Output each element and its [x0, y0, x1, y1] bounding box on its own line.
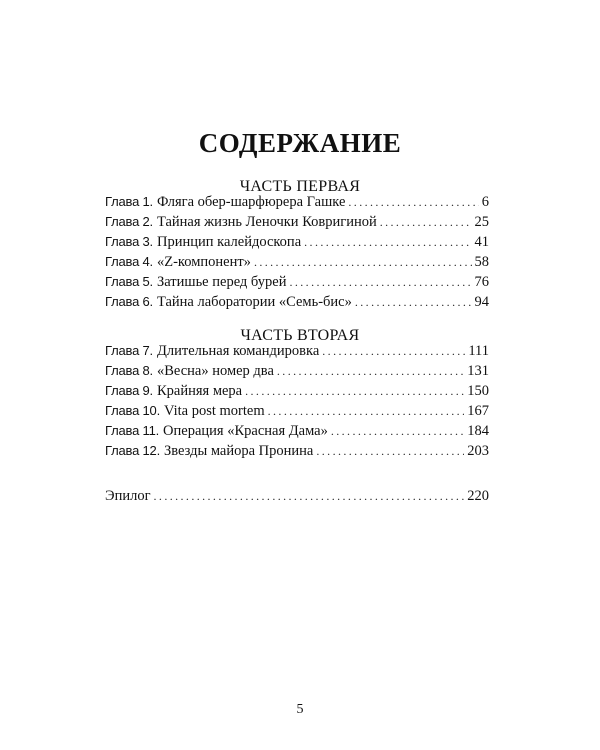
- toc-entry: [105, 214, 489, 234]
- toc-entry: [105, 383, 489, 403]
- chapter-label: Глава 4.: [105, 254, 153, 269]
- page-ref: 111: [468, 343, 489, 359]
- dot-leader: [154, 489, 465, 504]
- toc-entry: [105, 403, 489, 423]
- toc-entry: [105, 194, 489, 214]
- chapter-label: Глава 9.: [105, 383, 153, 398]
- chapter-title: Принцип калейдоскопа: [156, 234, 302, 250]
- chapter-label: Глава 7.: [105, 343, 153, 358]
- toc-list-part-2: [105, 343, 489, 463]
- chapter-title: Операция «Красная Дама»: [163, 423, 328, 439]
- chapter-title: Тайная жизнь Леночки Ковригиной: [156, 214, 377, 230]
- page-ref: 184: [467, 423, 489, 439]
- dot-leader: [268, 404, 465, 419]
- chapter-label: Глава 10.: [105, 403, 160, 418]
- toc-entry: [105, 423, 489, 443]
- chapter-label: Глава 12.: [105, 443, 160, 458]
- chapter-title: «Весна» номер два: [156, 363, 274, 379]
- toc-entry: [105, 254, 489, 274]
- toc-entry: [105, 443, 489, 463]
- chapter-label: Глава 11.: [105, 423, 160, 438]
- page-ref: 131: [467, 363, 489, 379]
- page-ref: 25: [474, 214, 489, 230]
- chapter-title: Vita post mortem: [164, 403, 265, 419]
- chapter-label: Глава 8.: [105, 363, 153, 378]
- page-ref: 76: [474, 274, 489, 290]
- chapter-title: Крайняя мера: [156, 383, 243, 399]
- dot-leader: [322, 344, 465, 359]
- chapter-title: Длительная командировка: [156, 343, 320, 359]
- chapter-label: Глава 3.: [105, 234, 153, 249]
- chapter-label: Глава 2.: [105, 214, 153, 229]
- chapter-title: Затишье перед бурей: [156, 274, 287, 290]
- page-ref: 41: [474, 234, 489, 250]
- epilogue-title: Эпилог: [105, 488, 151, 504]
- chapter-label: Глава 5.: [105, 274, 153, 289]
- chapter-label: Глава 1.: [105, 194, 153, 209]
- page-ref: 167: [467, 403, 489, 419]
- toc-epilogue: [105, 488, 489, 508]
- toc-entry: [105, 294, 489, 314]
- chapter-title: Фляга обер-шарфюрера Гашке: [156, 194, 346, 210]
- page-ref: 94: [474, 294, 489, 310]
- toc-list-part-1: [105, 194, 489, 314]
- toc-entry: [105, 234, 489, 254]
- part-heading-1: ЧАСТЬ ПЕРВАЯ: [239, 178, 361, 195]
- dot-leader: [304, 235, 471, 250]
- page-title: СОДЕРЖАНИЕ: [198, 128, 402, 158]
- chapter-label: Глава 6.: [105, 294, 153, 309]
- chapter-title: Звезды майора Пронина: [164, 443, 314, 459]
- page-ref: 150: [467, 383, 489, 399]
- part-heading-2: ЧАСТЬ ВТОРАЯ: [240, 327, 360, 344]
- dot-leader: [380, 215, 472, 230]
- toc-entry: [105, 343, 489, 363]
- chapter-title: Тайна лаборатории «Семь-бис»: [156, 294, 352, 310]
- dot-leader: [316, 444, 464, 459]
- toc-entry-epilogue: [105, 488, 489, 508]
- dot-leader: [245, 384, 464, 399]
- dot-leader: [331, 424, 464, 439]
- page-ref: 220: [467, 488, 489, 504]
- dot-leader: [355, 295, 472, 310]
- toc-entry: [105, 274, 489, 294]
- page-number: 5: [296, 702, 304, 717]
- page-ref: 58: [474, 254, 489, 270]
- dot-leader: [277, 364, 464, 379]
- page-ref: 6: [481, 194, 489, 210]
- dot-leader: [254, 255, 472, 270]
- toc-entry: [105, 363, 489, 383]
- dot-leader: [348, 195, 478, 210]
- chapter-title: «Z-компонент»: [156, 254, 251, 270]
- dot-leader: [289, 275, 471, 290]
- page-ref: 203: [467, 443, 489, 459]
